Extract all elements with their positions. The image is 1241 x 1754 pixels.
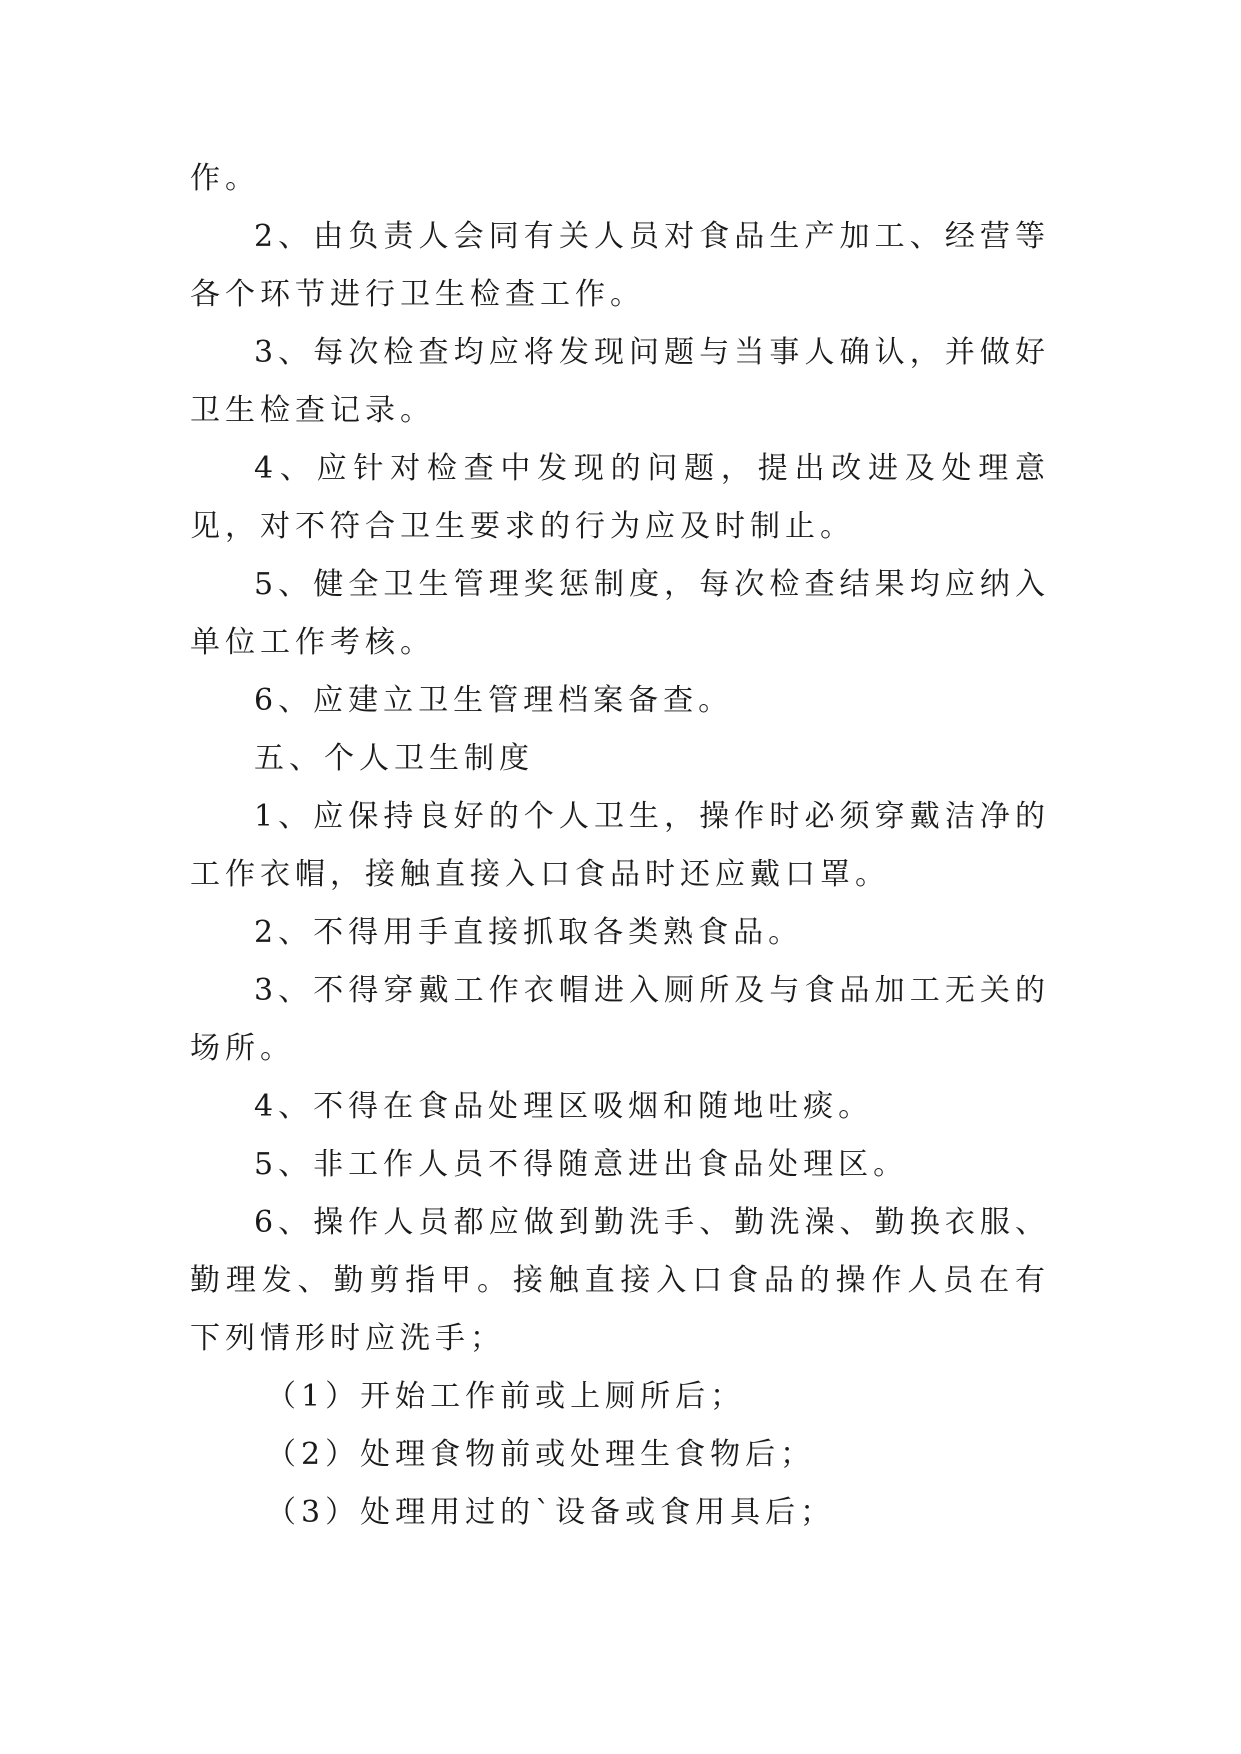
paragraph-item: 4、应针对检查中发现的问题，提出改进及处理意见，对不符合卫生要求的行为应及时制止。 — [190, 451, 1050, 544]
paragraph-item: 6、操作人员都应做到勤洗手、勤洗澡、勤换衣服、勤理发、勤剪指甲。接触直接入口食品的操作人员在有下列情形时应洗手； — [190, 1205, 1050, 1356]
paragraph-item: 4、不得在食品处理区吸烟和随地吐痰。 — [254, 1089, 874, 1124]
paragraph-item: 3、每次检查均应将发现问题与当事人确认，并做好卫生检查记录。 — [190, 335, 1050, 428]
sub-list-item: （2）处理食物前或处理生食物后； — [266, 1437, 816, 1472]
document-body — [190, 150, 1050, 1542]
paragraph-item: 2、不得用手直接抓取各类熟食品。 — [254, 915, 804, 950]
sub-list-item: （3）处理用过的`设备或食用具后； — [266, 1495, 836, 1530]
paragraph-item: 3、不得穿戴工作衣帽进入厕所及与食品加工无关的场所。 — [190, 973, 1050, 1066]
paragraph-item: 6、应建立卫生管理档案备查。 — [254, 683, 734, 718]
paragraph-item: 1、应保持良好的个人卫生，操作时必须穿戴洁净的工作衣帽，接触直接入口食品时还应戴口罩。 — [190, 799, 1050, 892]
sub-list-item: （1）开始工作前或上厕所后； — [266, 1379, 746, 1414]
paragraph-continuation: 作。 — [190, 161, 260, 196]
paragraph-item: 5、非工作人员不得随意进出食品处理区。 — [254, 1147, 909, 1182]
paragraph-item: 2、由负责人会同有关人员对食品生产加工、经营等各个环节进行卫生检查工作。 — [190, 219, 1050, 312]
paragraph-item: 5、健全卫生管理奖惩制度，每次检查结果均应纳入单位工作考核。 — [190, 567, 1050, 660]
section-heading: 五、个人卫生制度 — [254, 741, 534, 776]
